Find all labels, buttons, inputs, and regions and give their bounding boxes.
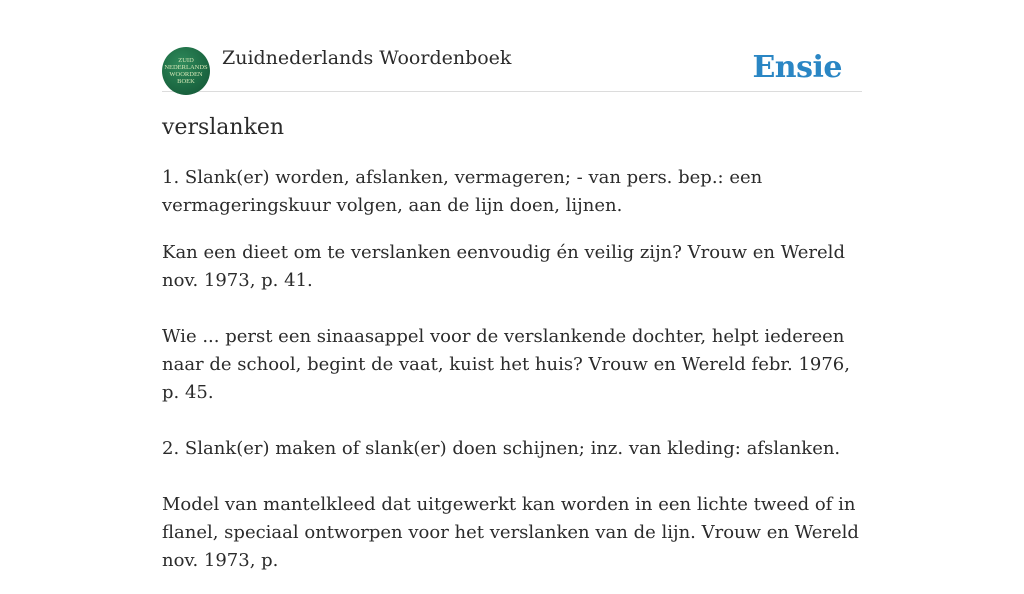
- example-2: Wie ... perst een sinaasappel voor de verslankende dochter, helpt iedereen naar de school, begint de vaat, kuist het huis? Vrouw en Wereld febr. 1976, p. 45.: [162, 326, 850, 403]
- ensie-brand-logo[interactable]: Ensie: [752, 50, 842, 85]
- entry-content: [162, 112, 862, 594]
- definition-1: 1. Slank(er) worden, afslanken, vermageren; - van pers. bep.: een vermageringskuur volgen, aan de lijn doen, lijnen.: [162, 167, 763, 216]
- header: [162, 44, 862, 92]
- entry-word-title: verslanken: [162, 115, 285, 140]
- example-3: Model van mantelkleed dat uitgewerkt kan worden in een lichte tweed of in flanel, speciaal ontworpen voor het verslanken van de lijn. Vrouw en Wereld nov. 1973, p.: [162, 494, 859, 571]
- logo-line-1: ZUID: [178, 57, 194, 64]
- example-1: Kan een dieet om te verslanken eenvoudig én veilig zijn? Vrouw en Wereld nov. 1973, p. 41.: [162, 242, 845, 291]
- dictionary-logo[interactable]: [162, 47, 210, 95]
- definition-2: 2. Slank(er) maken of slank(er) doen schijnen; inz. van kleding: afslanken.: [162, 438, 841, 459]
- logo-line-3: WOORDEN: [169, 71, 203, 78]
- dictionary-name-link[interactable]: Zuidnederlands Woordenboek: [222, 47, 512, 69]
- logo-line-4: BOEK: [177, 78, 195, 85]
- logo-line-2: NEDERLANDS: [164, 64, 208, 71]
